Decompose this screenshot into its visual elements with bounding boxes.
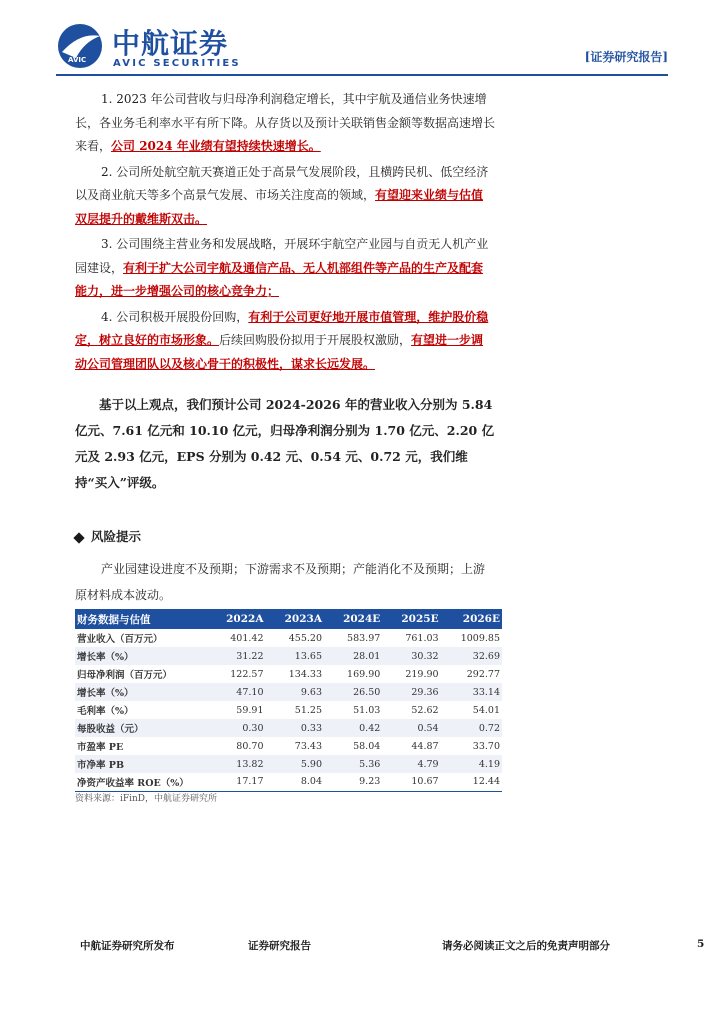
table-header: 2023A — [266, 609, 325, 629]
table-cell: 归母净利润（百万元） — [77, 670, 173, 681]
table-cell: 26.50 — [324, 683, 382, 701]
table-cell: 0.42 — [324, 719, 382, 737]
table-cell: 13.82 — [207, 755, 266, 773]
table-header: 2022A — [207, 609, 266, 629]
table-cell: 9.23 — [324, 773, 382, 791]
table-cell: 13.65 — [266, 647, 325, 665]
table-source-note: 资料来源：iFinD，中航证券研究所 — [75, 794, 218, 804]
table-row — [75, 629, 502, 647]
table-cell: 营业收入（百万元） — [77, 634, 163, 645]
table-cell: 9.63 — [266, 683, 325, 701]
investment-summary: 基于以上观点，我们预计公司 2024-2026 年的营业收入分别为 5.84 亿元、7.61 亿元和 10.10 亿元，归母净利润分别为 1.70 亿元、2.20 亿元及 2.93 亿元，EPS 分别为 0.42 元、0.54 元、0.72 元，我们维持“买入”评级。 — [75, 397, 495, 490]
key-points — [75, 88, 495, 376]
table-cell: 401.42 — [230, 632, 264, 644]
table-cell: 51.03 — [353, 704, 381, 716]
table-cell: 761.03 — [405, 632, 439, 644]
table-cell: 47.10 — [207, 683, 266, 701]
table-cell: 增长率（%） — [75, 683, 207, 701]
table-cell: 0.72 — [441, 719, 502, 737]
table-cell: 30.32 — [382, 647, 440, 665]
table-cell: 0.33 — [266, 719, 325, 737]
point-3: 3. 公司围绕主营业务和发展战略，开展环宇航空产业园与自贡无人机产业园建设，有利于扩大公司宇航及通信产品、无人机部组件等产品的生产及配套能力，进一步增强公司的核心竞争力； — [75, 237, 489, 298]
table-cell: 455.20 — [288, 632, 322, 644]
table-row — [75, 647, 502, 665]
table-cell: 169.90 — [347, 668, 381, 680]
table-row — [75, 683, 502, 701]
point-2: 2. 公司所处航空航天赛道正处于高景气发展阶段，且横跨民机、低空经济以及商业航天等多个高景气发展、市场关注度高的领域，有望迎来业绩与估值双层提升的戴维斯双击。 — [75, 164, 489, 226]
table-cell: 28.01 — [324, 647, 382, 665]
diamond-bullet-icon — [73, 532, 84, 543]
table-cell: 32.69 — [441, 647, 502, 665]
page-number: 5 — [697, 938, 705, 950]
point-4: 4. 公司积极开展股份回购，有利于公司更好地开展市值管理，维护股价稳定，树立良好的市场形象。后续回购股份拟用于开展股权激励，有望进一步调动公司管理团队以及核心骨干的积极性，谋求长远发展。 — [75, 309, 489, 371]
company-logo — [56, 22, 256, 72]
table-row — [75, 665, 502, 683]
table-cell: 54.01 — [472, 704, 500, 716]
table-cell: 毛利率（%） — [77, 706, 134, 717]
table-cell: 583.97 — [347, 632, 381, 644]
risk-heading: 风险提示 — [75, 527, 141, 545]
table-cell: 73.43 — [294, 740, 322, 752]
table-row — [75, 701, 502, 719]
table-cell: 122.57 — [230, 668, 264, 680]
point-1: 1. 2023 年公司营收与归母净利润稳定增长，其中宇航及通信业务快速增长，各业务毛利率水平有所下降。从存货以及预计关联销售金额等数据高速增长来看，公司 2024 年业绩有望持续快速增长。 — [75, 92, 496, 153]
table-cell: 58.04 — [353, 740, 381, 752]
table-cell: 59.91 — [236, 704, 264, 716]
table-cell: 净资产收益率 ROE（%） — [75, 773, 207, 791]
table-cell: 31.22 — [207, 647, 266, 665]
logo-chinese-name: 中航证券 — [112, 27, 229, 60]
table-cell: 44.87 — [411, 740, 439, 752]
financial-table — [75, 609, 502, 792]
header-divider — [56, 74, 668, 76]
risk-text: 产业园建设进度不及预期；下游需求不及预期；产能消化不及预期；上游原材料成本波动。 — [75, 562, 486, 602]
table-cell: 80.70 — [236, 740, 264, 752]
table-cell: 292.77 — [466, 668, 500, 680]
table-row — [75, 719, 502, 737]
table-cell: 0.54 — [382, 719, 440, 737]
table-cell: 每股收益（元） — [75, 719, 207, 737]
svg-text:AVIC: AVIC — [68, 56, 87, 64]
table-cell: 市净率 PB — [75, 755, 207, 773]
logo-english-name: AVIC SECURITIES — [113, 58, 241, 69]
table-cell: 1009.85 — [460, 632, 500, 644]
table-cell: 10.67 — [382, 773, 440, 791]
footer-report-type: 证券研究报告 — [248, 940, 311, 952]
table-cell: 5.90 — [266, 755, 325, 773]
table-cell: 52.62 — [411, 704, 439, 716]
table-header: 2025E — [382, 609, 440, 629]
table-cell: 0.30 — [207, 719, 266, 737]
footer-publisher: 中航证券研究所发布 — [80, 940, 175, 952]
table-cell: 219.90 — [405, 668, 439, 680]
table-cell: 增长率（%） — [75, 647, 207, 665]
table-cell: 5.36 — [324, 755, 382, 773]
report-type-tag: [证券研究报告] — [584, 50, 668, 64]
avic-logo-icon — [56, 22, 104, 70]
table-header: 财务数据与估值 — [75, 609, 207, 629]
page-header — [56, 18, 668, 76]
table-cell: 33.70 — [472, 740, 500, 752]
table-cell: 17.17 — [207, 773, 266, 791]
table-cell: 51.25 — [294, 704, 322, 716]
table-cell: 33.14 — [441, 683, 502, 701]
table-cell: 134.33 — [288, 668, 322, 680]
table-cell: 12.44 — [441, 773, 502, 791]
footer-disclaimer: 请务必阅读正文之后的免责声明部分 — [442, 940, 610, 952]
table-cell: 4.19 — [441, 755, 502, 773]
table-row — [75, 737, 502, 755]
table-header-row — [75, 609, 502, 629]
table-row — [75, 755, 502, 773]
table-header: 2026E — [441, 609, 502, 629]
table-header: 2024E — [324, 609, 382, 629]
table-cell: 市盈率 PE — [77, 742, 124, 753]
table-cell: 8.04 — [266, 773, 325, 791]
table-row — [75, 773, 502, 791]
table-cell: 29.36 — [382, 683, 440, 701]
table-cell: 4.79 — [382, 755, 440, 773]
